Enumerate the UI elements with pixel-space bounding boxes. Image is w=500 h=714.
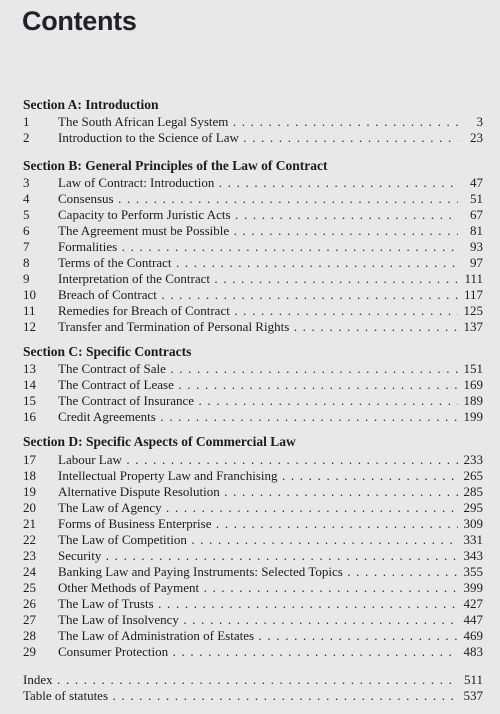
chapter-number: 26	[23, 596, 36, 611]
index-title: Index . . .	[23, 672, 458, 688]
page-number: 469	[463, 628, 483, 643]
chapter-number: 16	[23, 409, 36, 424]
toc-entry[interactable]	[23, 484, 483, 500]
page-number: 169	[463, 377, 483, 392]
toc-entry[interactable]	[23, 500, 483, 516]
toc-entry[interactable]	[23, 207, 483, 223]
toc-entry[interactable]	[23, 468, 483, 484]
chapter-number: 2	[23, 130, 30, 145]
chapter-title: Remedies for Breach of Contract . . .	[58, 303, 458, 319]
page-number: 81	[470, 223, 483, 238]
chapter-title: Introduction to the Science of Law . . .	[58, 130, 458, 146]
toc-entry[interactable]	[23, 612, 483, 628]
chapter-number: 19	[23, 484, 36, 499]
page-number: 97	[470, 255, 483, 270]
chapter-title: The Contract of Lease . . .	[58, 377, 458, 393]
page-number: 23	[470, 130, 483, 145]
page-number: 331	[463, 532, 483, 547]
section-heading-b: Section B: General Principles of the Law of Contract	[23, 158, 328, 173]
page-number: 427	[463, 596, 483, 611]
toc-entry[interactable]	[23, 303, 483, 319]
table-of-statutes-title: Table of statutes . . .	[23, 688, 458, 704]
chapter-number: 22	[23, 532, 36, 547]
section-heading-c: Section C: Specific Contracts	[23, 344, 192, 359]
toc-entry[interactable]	[23, 628, 483, 644]
chapter-title: Transfer and Termination of Personal Rights . . .	[58, 319, 458, 335]
page-number: 117	[463, 287, 483, 302]
chapter-number: 9	[23, 271, 30, 286]
chapter-number: 1	[23, 114, 30, 129]
page-number: 399	[463, 580, 483, 595]
chapter-title: The South African Legal System . . .	[58, 114, 458, 130]
page-title: Contents	[22, 6, 137, 36]
toc-entry[interactable]	[23, 596, 483, 612]
toc-entry[interactable]	[23, 271, 483, 287]
chapter-title: The Law of Trusts . . .	[58, 596, 458, 612]
chapter-number: 8	[23, 255, 30, 270]
chapter-title: The Law of Agency . . .	[58, 500, 458, 516]
toc-entry[interactable]	[23, 580, 483, 596]
chapter-title: Consumer Protection . . .	[58, 644, 458, 660]
chapter-title: Consensus . . .	[58, 191, 458, 207]
chapter-title: The Law of Insolvency . . .	[58, 612, 458, 628]
chapter-number: 10	[23, 287, 36, 302]
chapter-title: Labour Law . . .	[58, 452, 458, 468]
page-number: 111	[464, 271, 483, 286]
toc-entry[interactable]	[23, 377, 483, 393]
chapter-title: The Law of Administration of Estates . . .	[58, 628, 458, 644]
chapter-title: Breach of Contract . . .	[58, 287, 458, 303]
toc-entry[interactable]	[23, 409, 483, 425]
page-number: 355	[463, 564, 483, 579]
page-number: 483	[463, 644, 483, 659]
chapter-number: 28	[23, 628, 36, 643]
toc-entry[interactable]	[23, 548, 483, 564]
page-number: 537	[463, 688, 483, 703]
page-number: 67	[470, 207, 483, 222]
chapter-title: Forms of Business Enterprise . . .	[58, 516, 458, 532]
toc-entry[interactable]	[23, 532, 483, 548]
page-number: 189	[463, 393, 483, 408]
toc-entry[interactable]	[23, 114, 483, 130]
toc-entry[interactable]	[23, 223, 483, 239]
page-number: 447	[463, 612, 483, 627]
chapter-title: Terms of the Contract . . .	[58, 255, 458, 271]
page-number: 285	[463, 484, 483, 499]
toc-entry[interactable]	[23, 393, 483, 409]
chapter-title: Intellectual Property Law and Franchising . . .	[58, 468, 458, 484]
chapter-title: Alternative Dispute Resolution . . .	[58, 484, 458, 500]
page-number: 125	[463, 303, 483, 318]
toc-entry[interactable]	[23, 191, 483, 207]
chapter-title: Interpretation of the Contract . . .	[58, 271, 458, 287]
chapter-number: 13	[23, 361, 36, 376]
page-number: 295	[463, 500, 483, 515]
page-number: 151	[463, 361, 483, 376]
page-number: 343	[463, 548, 483, 563]
toc-entry[interactable]	[23, 239, 483, 255]
toc-entry[interactable]	[23, 319, 483, 335]
page-number: 47	[470, 175, 483, 190]
page-number: 511	[463, 672, 483, 687]
toc-entry[interactable]	[23, 175, 483, 191]
toc-entry[interactable]	[23, 130, 483, 146]
page-number: 199	[463, 409, 483, 424]
chapter-title: The Contract of Sale . . .	[58, 361, 458, 377]
toc-entry[interactable]	[23, 255, 483, 271]
toc-entry[interactable]	[23, 452, 483, 468]
chapter-title: Other Methods of Payment . . .	[58, 580, 458, 596]
chapter-number: 18	[23, 468, 36, 483]
chapter-number: 12	[23, 319, 36, 334]
section-heading-a: Section A: Introduction	[23, 97, 159, 112]
page-number: 265	[463, 468, 483, 483]
toc-entry[interactable]	[23, 564, 483, 580]
page-number: 51	[470, 191, 483, 206]
chapter-number: 15	[23, 393, 36, 408]
chapter-number: 6	[23, 223, 30, 238]
toc-entry[interactable]	[23, 361, 483, 377]
chapter-number: 5	[23, 207, 30, 222]
toc-entry[interactable]	[23, 287, 483, 303]
chapter-title: Formalities . . .	[58, 239, 458, 255]
page-number: 93	[470, 239, 483, 254]
chapter-title: The Agreement must be Possible . . .	[58, 223, 458, 239]
chapter-number: 4	[23, 191, 30, 206]
page-number: 3	[476, 114, 483, 129]
page-number: 309	[463, 516, 483, 531]
chapter-title: Banking Law and Paying Instruments: Selected Topics . . .	[58, 564, 458, 580]
chapter-number: 7	[23, 239, 30, 254]
section-heading-d: Section D: Specific Aspects of Commercial Law	[23, 434, 296, 449]
toc-entry[interactable]	[23, 644, 483, 660]
chapter-number: 3	[23, 175, 30, 190]
chapter-number: 29	[23, 644, 36, 659]
chapter-title: The Law of Competition . . .	[58, 532, 458, 548]
toc-entry-table-of-statutes[interactable]	[23, 688, 483, 704]
chapter-title: The Contract of Insurance . . .	[58, 393, 458, 409]
page-number: 233	[463, 452, 483, 467]
chapter-number: 14	[23, 377, 36, 392]
chapter-number: 27	[23, 612, 36, 627]
chapter-number: 21	[23, 516, 36, 531]
chapter-number: 24	[23, 564, 36, 579]
chapter-title: Law of Contract: Introduction . . .	[58, 175, 458, 191]
chapter-number: 17	[23, 452, 36, 467]
chapter-title: Capacity to Perform Juristic Acts . . .	[58, 207, 458, 223]
chapter-number: 23	[23, 548, 36, 563]
toc-entry-index[interactable]	[23, 672, 483, 688]
toc-entry[interactable]	[23, 516, 483, 532]
page-number: 137	[463, 319, 483, 334]
chapter-title: Security . . .	[58, 548, 458, 564]
chapter-number: 25	[23, 580, 36, 595]
chapter-title: Credit Agreements . . .	[58, 409, 458, 425]
chapter-number: 20	[23, 500, 36, 515]
chapter-number: 11	[23, 303, 36, 318]
